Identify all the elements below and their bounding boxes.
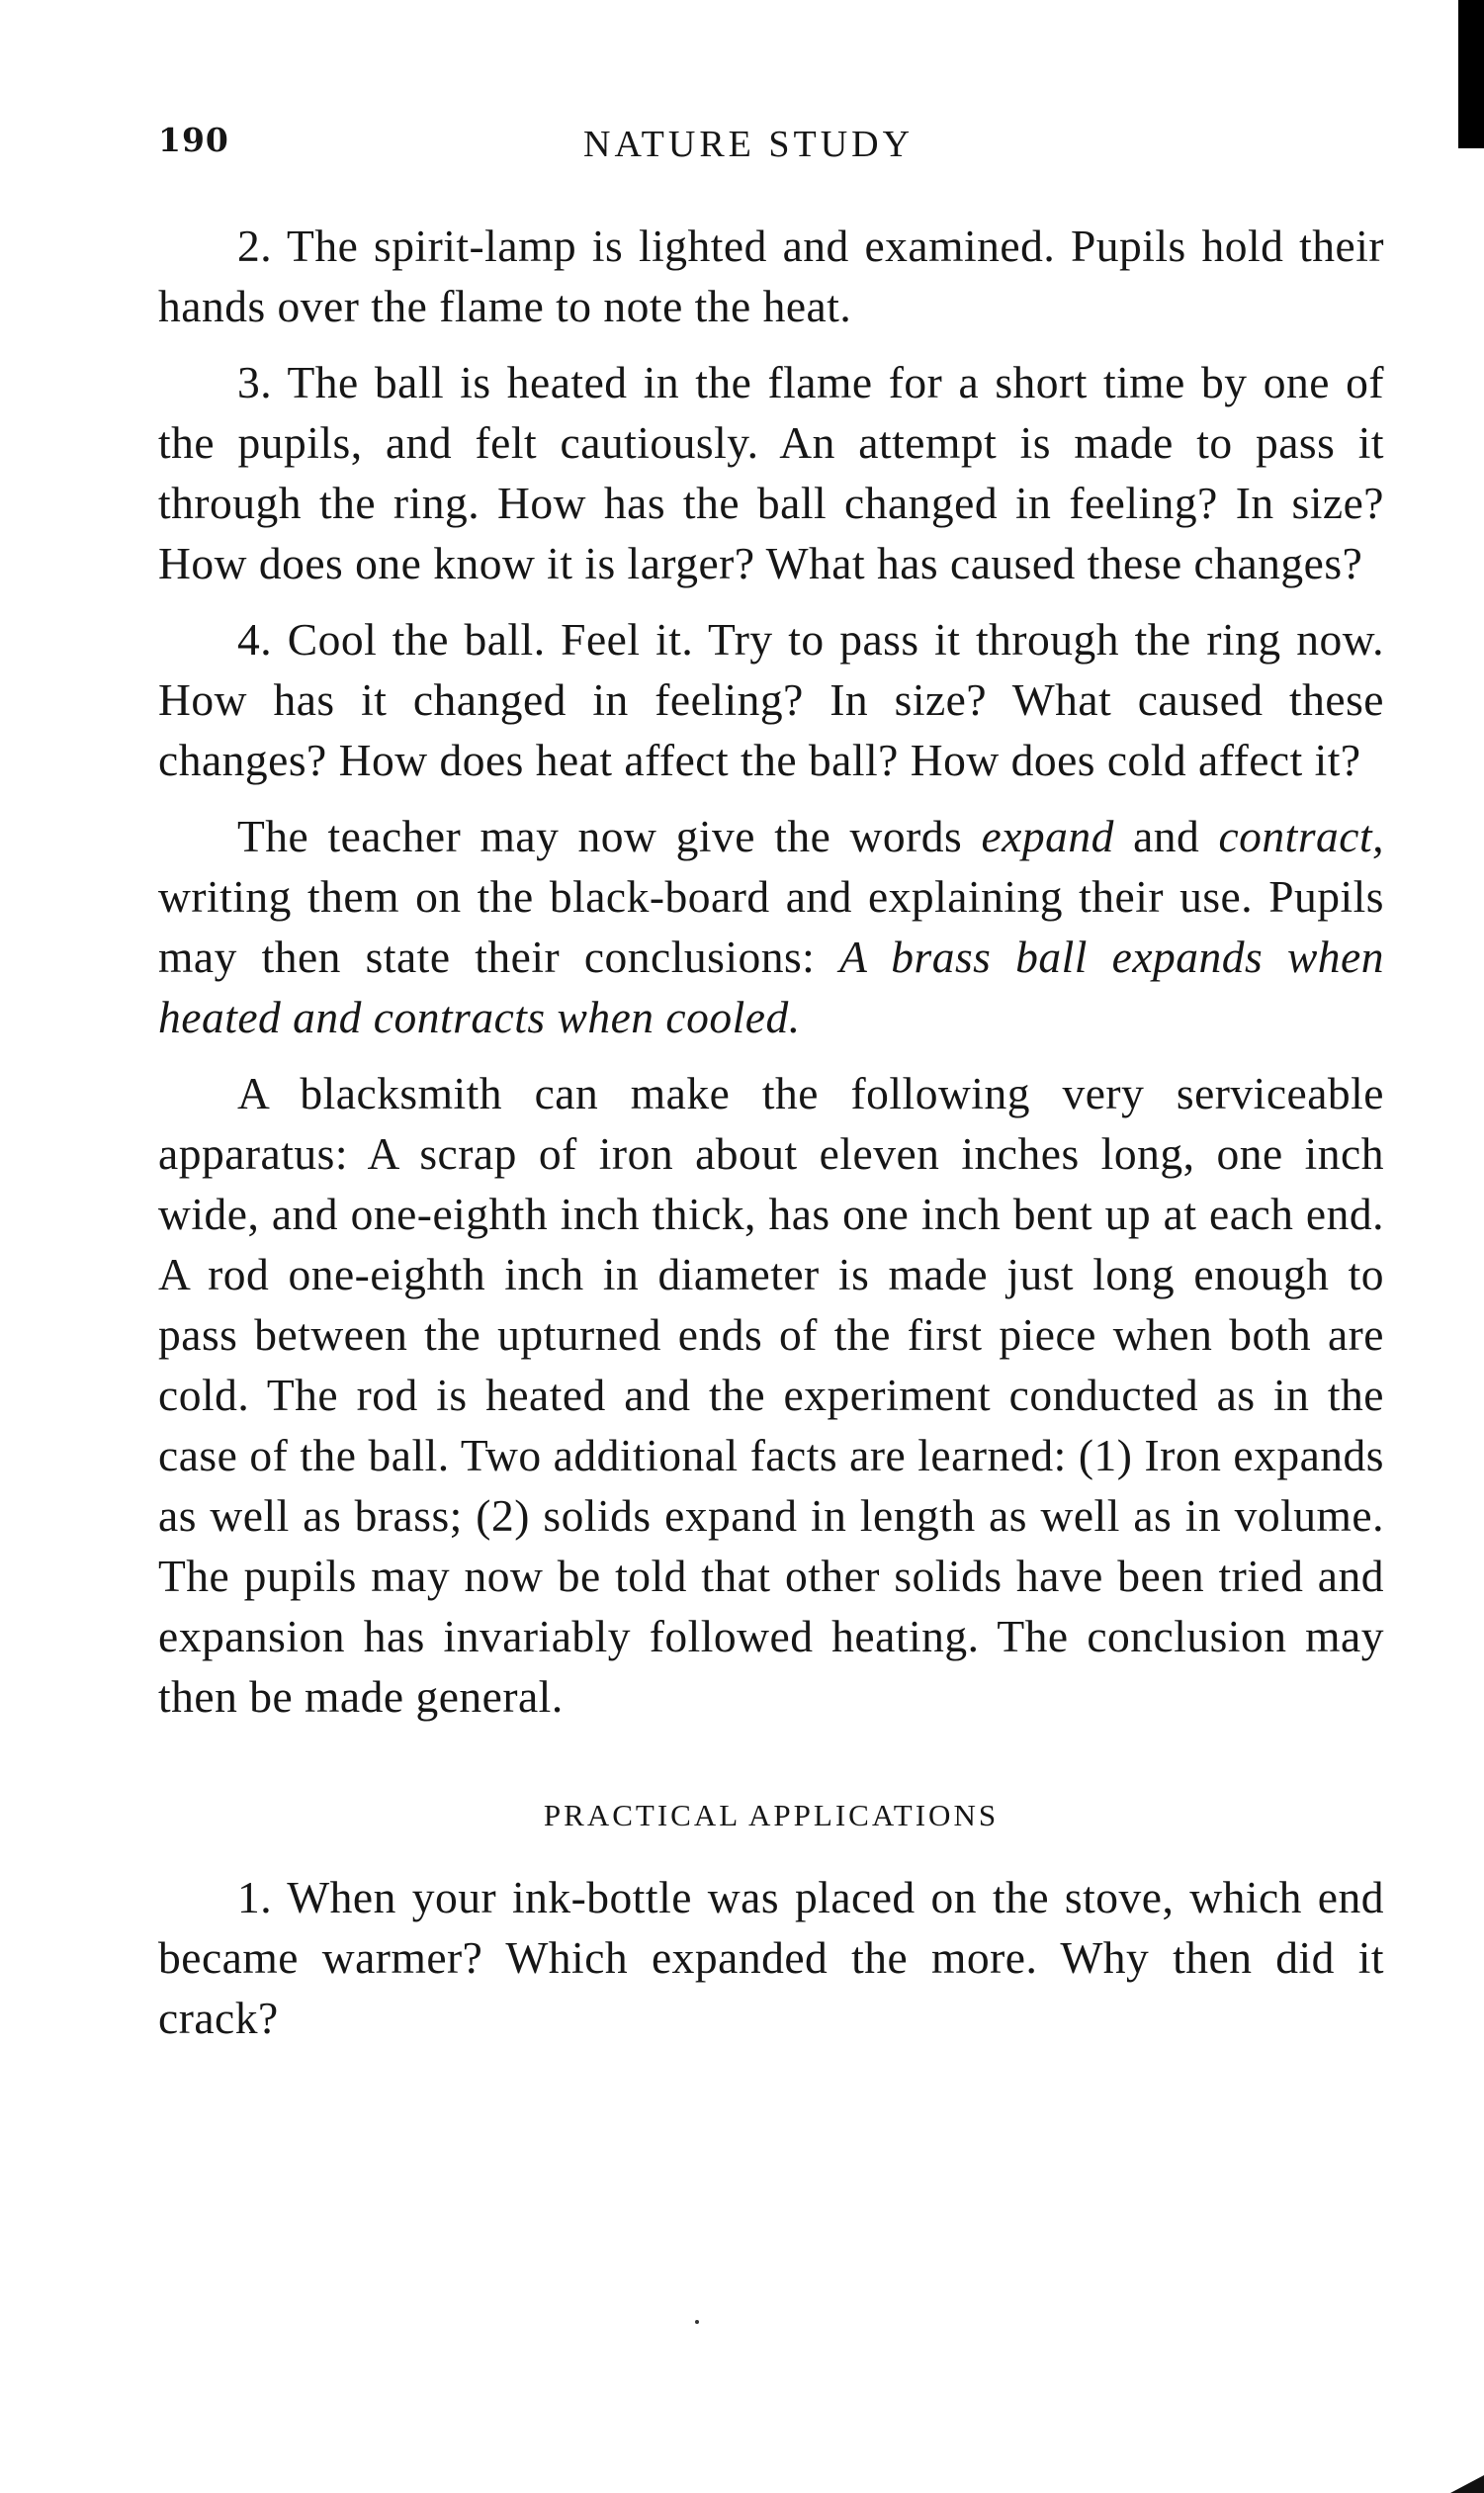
term-contract: contract, [1218, 811, 1384, 861]
page-number: 190 [158, 121, 229, 159]
scan-edge-mark [1458, 0, 1484, 148]
paragraph-step-3: 3. The ball is heated in the flame for a short time by one of the pupils, and felt cautiously. An attempt is made to pass it through the ring. How has the ball changed in feeling? In size? How does one know it is larger? What has caused these changes? [158, 357, 1384, 588]
conclusion-body-text: writing them on the black-board and explaining their use. Pupils may then state their conclusions: [158, 871, 1384, 982]
paragraph-step-2: 2. The spirit-lamp is lighted and examined. Pupils hold their hands over the flame to note the heat. [158, 221, 1384, 331]
scan-corner-mark [1450, 2475, 1484, 2493]
term-expand: expand [981, 811, 1114, 861]
paragraph-conclusion [158, 806, 1384, 1047]
body-text [158, 216, 1384, 2064]
conclusion-intro-text: The teacher may now give the words [237, 811, 982, 861]
paragraph-blacksmith-apparatus: A blacksmith can make the following very serviceable apparatus: A scrap of iron about eleven inches long, one inch wide, and one-eighth inch thick, has one inch bent up at each end. A rod one-eighth inch in diameter is made just long enough to pass between the upturned ends of the first piece when both are cold. The rod is heated and the experiment conducted as in the case of the ball. Two additional facts are learned: (1) Iron expands as well as brass; (2) solids expand in length as well as in volume. The pupils may now be told that other solids have been tried and expansion has invariably followed heating. The conclusion may then be made general. [158, 1068, 1384, 1722]
scan-speck [695, 2320, 699, 2324]
running-title: NATURE STUDY [583, 124, 915, 165]
paragraph-step-4: 4. Cool the ball. Feel it. Try to pass it through the ring now. How has it changed in feeling? In size? What caused these changes? How does heat affect the ball? How does cold affect it? [158, 614, 1384, 785]
conjunction-text: and [1113, 811, 1219, 861]
running-head [158, 121, 1384, 170]
application-item-1: 1. When your ink-bottle was placed on the stove, which end became warmer? Which expanded the more. Why then did it crack? [158, 1872, 1384, 2043]
conclusion-statement: A brass ball expands when heated and contracts when cooled. [158, 932, 1384, 1042]
section-heading: PRACTICAL APPLICATIONS [543, 1798, 1000, 1832]
